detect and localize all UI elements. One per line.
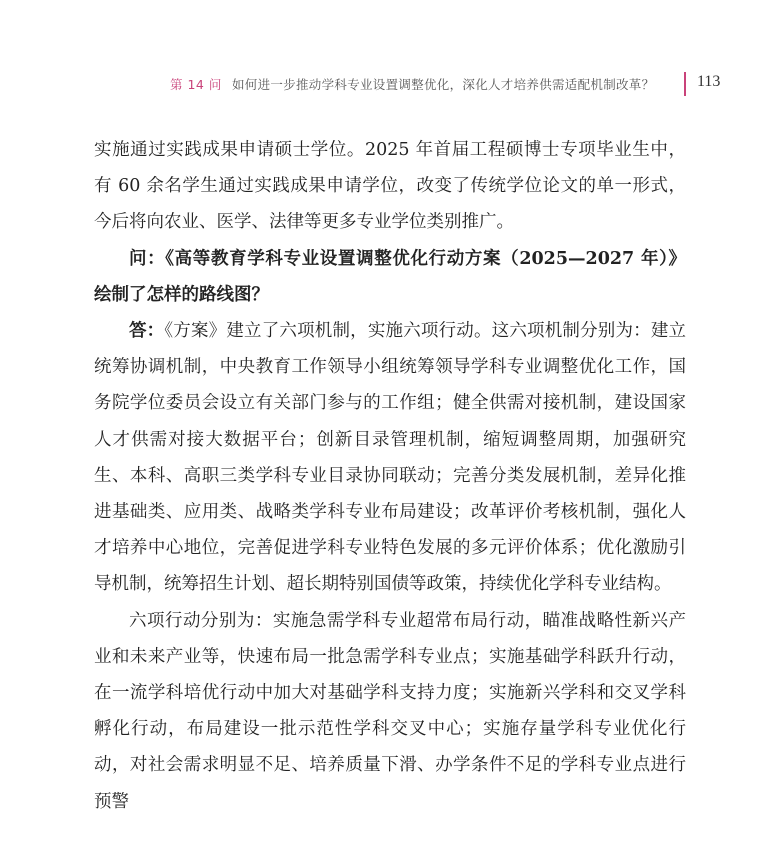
- chapter-label: 第 14 问: [170, 77, 222, 92]
- answer-label: 答：: [129, 321, 165, 342]
- running-header: [0, 72, 778, 96]
- page-body: [94, 132, 686, 820]
- page-number: 113: [697, 73, 721, 90]
- paragraph: 实施通过实践成果申请硕士学位。2025 年首届工程硕博士专项毕业生中，有 60 余名学生通过实践成果申请学位，改变了传统学位论文的单一形式，今后将向农业、医学、法律等更多专业学位类别推广。: [94, 140, 686, 233]
- question-text: 《高等教育学科专业设置调整优化行动方案（2025—2027 年）》绘制了怎样的路线图？: [94, 248, 686, 305]
- chapter-title: 如何进一步推动学科专业设置调整优化，深化人才培养供需适配机制改革？: [232, 77, 655, 92]
- question-paragraph: [94, 241, 686, 313]
- answer-paragraph: [94, 313, 686, 603]
- header-divider: [684, 72, 686, 96]
- answer-text: 《方案》建立了六项机制，实施六项行动。这六项机制分别为：建立统筹协调机制，中央教育工作领导小组统筹领导学科专业调整优化工作，国务院学位委员会设立有关部门参与的工作组；健全供需对接机制，建设国家人才供需对接大数据平台；创新目录管理机制，缩短调整周期，加强研究生、本科、高职三类学科专业目录协同联动；完善分类发展机制，差异化推进基础类、应用类、战略类学科专业布局建设；改革评价考核机制，强化人才培养中心地位，完善促进学科专业特色发展的多元评价体系；优化激励引导机制，统筹招生计划、超长期特别国债等政策，持续优化学科专业结构。: [94, 321, 687, 595]
- paragraph: 六项行动分别为：实施急需学科专业超常布局行动，瞄准战略性新兴产业和未来产业等，快速布局一批急需学科专业点；实施基础学科跃升行动，在一流学科培优行动中加大对基础学科支持力度；实施新兴学科和交叉学科孵化行动，布局建设一批示范性学科交叉中心；实施存量学科专业优化行动，对社会需求明显不足、培养质量下滑、办学条件不足的学科专业点进行预警: [94, 610, 686, 812]
- question-label: 问：: [129, 248, 166, 269]
